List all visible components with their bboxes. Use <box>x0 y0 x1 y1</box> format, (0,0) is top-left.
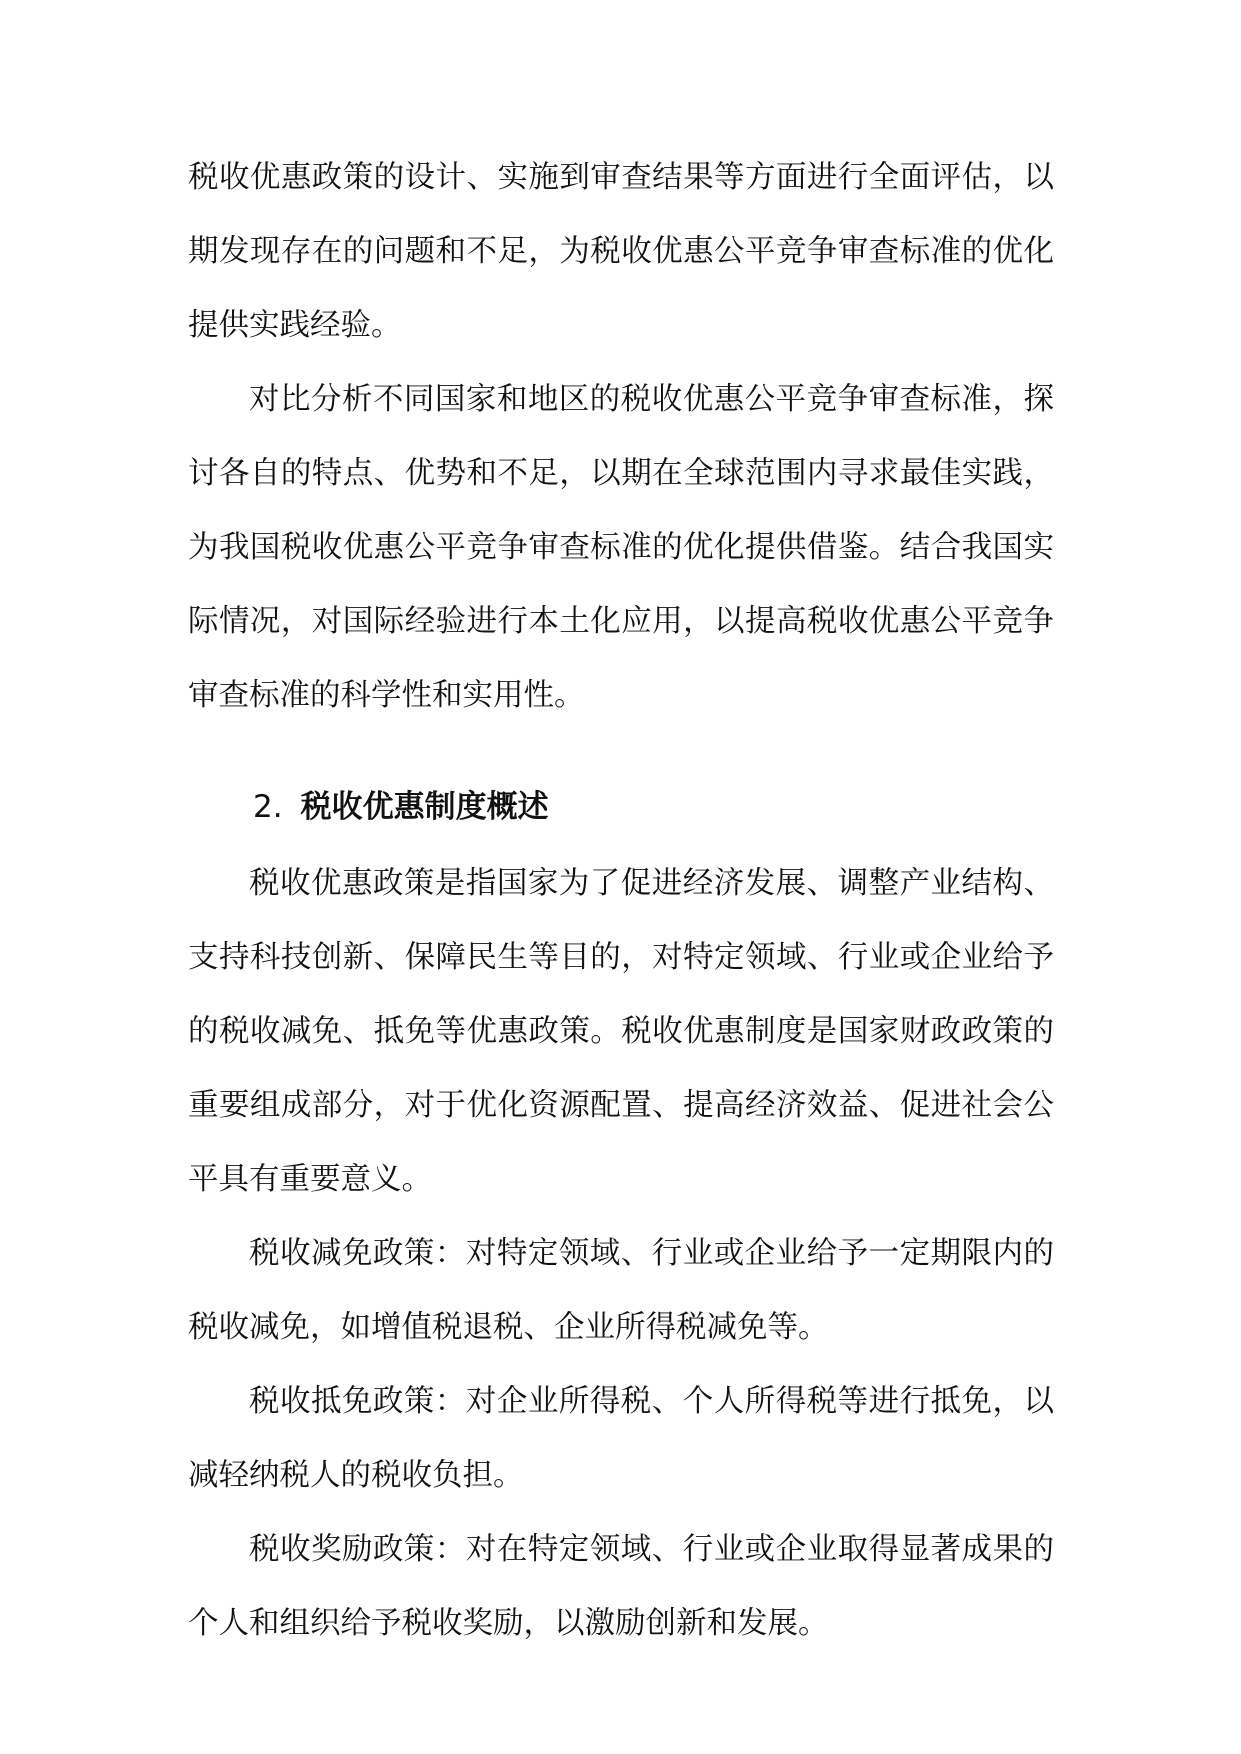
section-title: 税收优惠制度概述 <box>300 789 549 825</box>
section-number: 2. <box>253 789 283 825</box>
paragraph-tax-reward: 税收奖励政策：对在特定领域、行业或企业取得显著成果的个人和组织给予税收奖励，以激励创新和发展。 <box>188 1532 1054 1641</box>
paragraph-comparative-analysis: 对比分析不同国家和地区的税收优惠公平竞争审查标准，探讨各自的特点、优势和不足，以期在全球范围内寻求最佳实践，为我国税收优惠公平竞争审查标准的优化提供借鉴。结合我国实际情况，对国际经验进行本土化应用，以提高税收优惠公平竞争审查标准的科学性和实用性。 <box>188 382 1054 713</box>
paragraph-definition: 税收优惠政策是指国家为了促进经济发展、调整产业结构、支持科技创新、保障民生等目的，对特定领域、行业或企业给予的税收减免、抵免等优惠政策。税收优惠制度是国家财政政策的重要组成部分，对于优化资源配置、提高经济效益、促进社会公平具有重要意义。 <box>188 866 1054 1197</box>
document-body <box>188 141 1054 1661</box>
paragraph-tax-credit: 税收抵免政策：对企业所得税、个人所得税等进行抵免，以减轻纳税人的税收负担。 <box>188 1384 1054 1493</box>
paragraph-tax-reduction: 税收减免政策：对特定领域、行业或企业给予一定期限内的税收减免，如增值税退税、企业所得税减免等。 <box>188 1236 1054 1345</box>
section-heading <box>188 767 1054 847</box>
paragraph-continued: 税收优惠政策的设计、实施到审查结果等方面进行全面评估，以期发现存在的问题和不足，为税收优惠公平竞争审查标准的优化提供实践经验。 <box>188 160 1054 343</box>
